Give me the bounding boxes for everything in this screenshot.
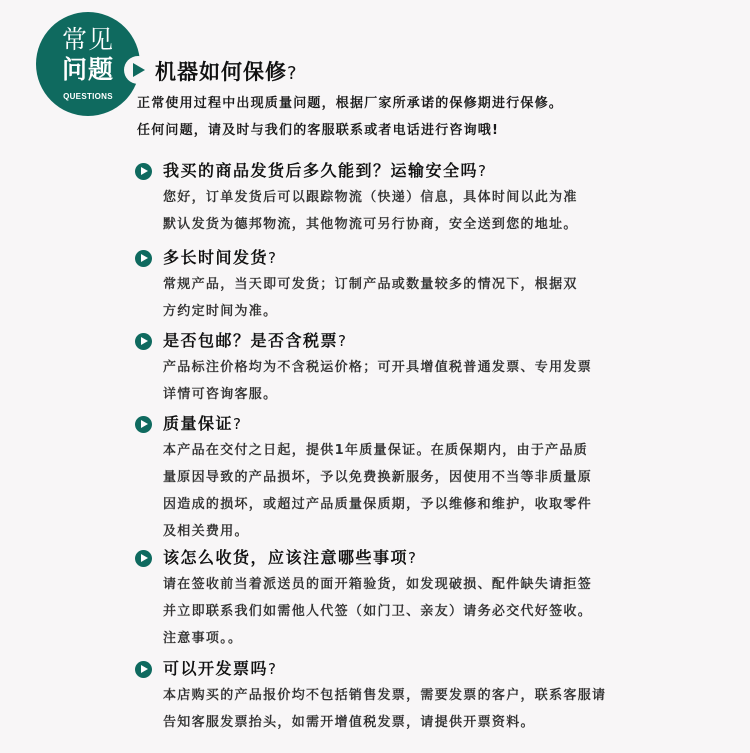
faq-answer: 本产品在交付之日起，提供1年质量保证。在质保期内，由于产品质 量原因导致的产品损坏，予以免费换新服务，因使用不当等非质量原 因造成的损坏，或超过产品质量保质期，予以维修和维护，收取零件 及相关费用。 <box>163 443 593 539</box>
faq-question: 该怎么收货，应该注意哪些事项? <box>163 548 418 567</box>
play-circle-icon <box>135 416 152 433</box>
play-arrow-icon <box>124 56 152 84</box>
badge-line1: 常见 <box>61 25 114 54</box>
faq-question: 可以开发票吗? <box>163 659 278 678</box>
intro-line: 正常使用过程中出现质量问题，根据厂家所承诺的保修期进行保修。 <box>137 96 564 111</box>
play-circle-icon <box>135 163 152 180</box>
faq-answer: 产品标注价格均为不含税运价格；可开具增值税普通发票、专用发票 详情可咨询客服。 <box>163 360 593 402</box>
faq-answer: 常规产品，当天即可发货；订制产品或数量较多的情况下，根据双 方约定时间为准。 <box>163 277 578 319</box>
faq-answer: 本店购买的产品报价均不包括销售发票，需要发票的客户，联系客服请 告知客服发票抬头，如需开增值税发票，请提供开票资料。 <box>163 688 607 730</box>
faq-answer: 您好，订单发货后可以跟踪物流（快递）信息，具体时间以此为准 默认发货为德邦物流，其他物流可另行协商，安全送到您的地址。 <box>163 190 578 232</box>
faq-question: 多长时间发货? <box>163 248 278 267</box>
badge-subtitle: QUESTIONS <box>63 92 113 101</box>
play-circle-icon <box>135 550 152 567</box>
faq-question: 我买的商品发货后多久能到？运输安全吗? <box>163 161 488 180</box>
faq-question: 是否包邮？是否含税票? <box>163 331 348 350</box>
play-circle-icon <box>135 333 152 350</box>
play-circle-icon <box>135 250 152 267</box>
badge-line2: 问题 <box>61 55 114 84</box>
play-circle-icon <box>135 661 152 678</box>
intro-text <box>137 90 563 144</box>
faq-answer: 请在签收前当着派送员的面开箱验货，如发现破损、配件缺失请拒签 并立即联系我们如需他人代签（如门卫、亲友）请务必交代好签收。 注意事项。。 <box>163 577 593 646</box>
page-title: 机器如何保修? <box>155 60 298 84</box>
intro-line: 任何问题，请及时与我们的客服联系或者电话进行咨询哦! <box>137 123 500 138</box>
faq-question: 质量保证? <box>163 414 243 433</box>
